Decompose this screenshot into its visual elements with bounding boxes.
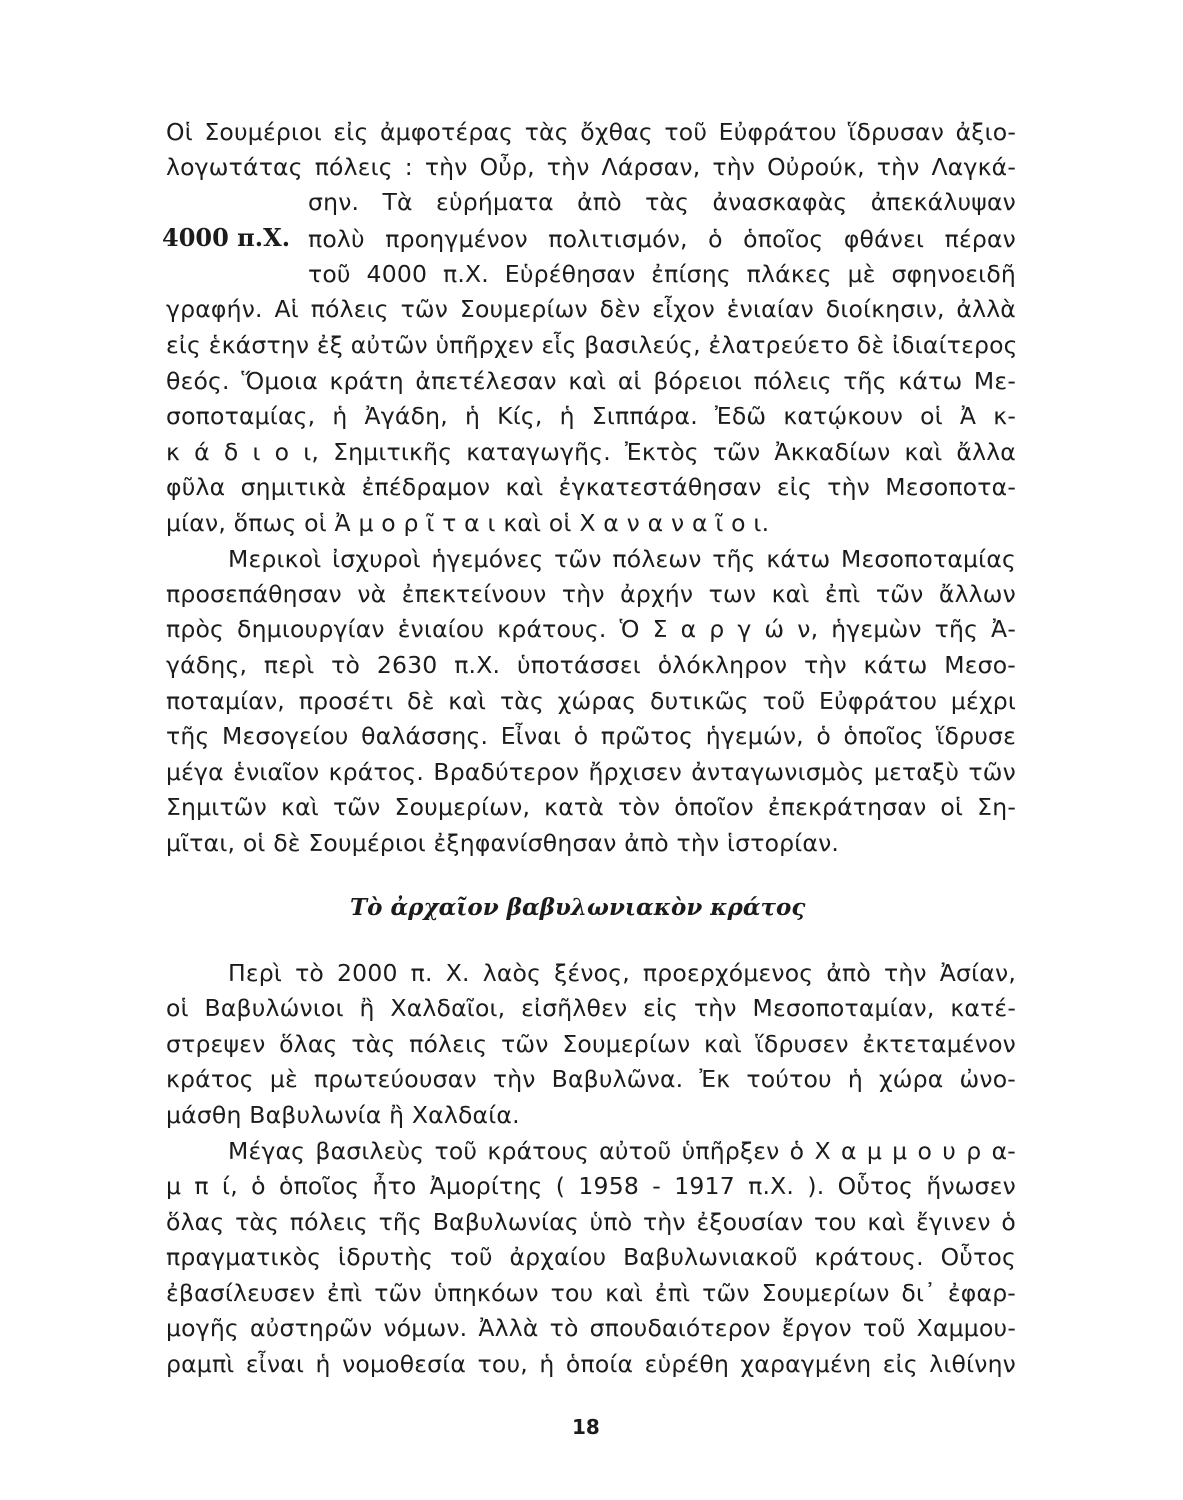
text-line: ραμπὶ εἶναι ἡ νομοθεσία του, ἡ ὁποία εὑρέθη χαραγμένη εἰς λιθίνην (166, 1350, 1016, 1378)
text-line: τοῦ 4000 π.Χ. Εὑρέθησαν ἐπίσης πλάκες μὲ σφηνοειδῆ (308, 260, 1016, 288)
text-line: Σημιτῶν καὶ τῶν Σουμερίων, κατὰ τὸν ὁποῖον ἐπεκράτησαν οἱ Ση- (166, 793, 1016, 821)
text-line: εἰς ἑκάστην ἐξ αὐτῶν ὑπῆρχεν εἷς βασιλεύς, ἐλατρεύετο δὲ ἰδιαίτερος (166, 331, 1018, 359)
text-line: κ ά δ ι ο ι, Σημιτικῆς καταγωγῆς. Ἐκτὸς τῶν Ἀκκαδίων καὶ ἄλλα (166, 438, 1016, 466)
text-line: Μερικοὶ ἰσχυροὶ ἡγεμόνες τῶν πόλεων τῆς κάτω Μεσοποταμίας (228, 545, 1016, 573)
text-line: Οἱ Σουμέριοι εἰς ἀμφοτέρας τὰς ὄχθας τοῦ Εὐφράτου ἵδρυσαν ἀξιο- (166, 118, 1016, 146)
text-line: μ π ί, ὁ ὁποῖος ἦτο Ἀμορίτης ( 1958 - 1917 π.Χ. ). Οὗτος ἥνωσεν (166, 1172, 1016, 1200)
text-line: Μέγας βασιλεὺς τοῦ κράτους αὐτοῦ ὑπῆρξεν ὁ Χ α μ μ ο υ ρ α- (228, 1137, 1016, 1165)
text-line: στρεψεν ὅλας τὰς πόλεις τῶν Σουμερίων καὶ ἵδρυσεν ἐκτεταμένον (166, 1030, 1016, 1058)
text-line: μίαν, ὅπως οἱ Ἀ μ ο ρ ῖ τ α ι καὶ οἱ Χ α ν α ν α ῖ ο ι. (166, 509, 770, 537)
text-line: πολὺ προηγμένον πολιτισμόν, ὁ ὁποῖος φθάνει πέραν (308, 225, 1016, 253)
text-line: Περὶ τὸ 2000 π. Χ. λαὸς ξένος, προερχόμενος ἀπὸ τὴν Ἀσίαν, (228, 959, 1016, 987)
text-line: φῦλα σημιτικὰ ἐπέδραμον καὶ ἐγκατεστάθησαν εἰς τὴν Μεσοποτα- (166, 473, 1016, 501)
text-line: μῖται, οἱ δὲ Σουμέριοι ἐξηφανίσθησαν ἀπὸ τὴν ἱστορίαν. (166, 829, 840, 857)
text-line: τῆς Μεσογείου θαλάσσης. Εἶναι ὁ πρῶτος ἡγεμών, ὁ ὁποῖος ἵδρυσε (166, 722, 1016, 750)
page-number: 18 (572, 1415, 600, 1439)
text-line: γάδης, περὶ τὸ 2630 π.Χ. ὑποτάσσει ὁλόκληρον τὴν κάτω Μεσο- (166, 651, 1016, 679)
text-line: κράτος μὲ πρωτεύουσαν τὴν Βαβυλῶνα. Ἐκ τούτου ἡ χώρα ὠνο- (166, 1065, 1016, 1093)
text-line: πρὸς δημιουργίαν ἑνιαίου κράτους. Ὁ Σ α ρ γ ώ ν, ἡγεμὼν τῆς Ἀ- (166, 615, 1016, 643)
section-heading: Τὸ ἀρχαῖον βαβυλωνιακὸν κράτος (350, 894, 806, 921)
margin-note: 4000 π.Χ. (162, 223, 291, 252)
text-line: σην. Τὰ εὑρήματα ἀπὸ τὰς ἀνασκαφὰς ἀπεκάλυψαν (308, 188, 1016, 216)
text-line: μέγα ἑνιαῖον κράτος. Βραδύτερον ἤρχισεν ἀνταγωνισμὸς μεταξὺ τῶν (166, 758, 1016, 786)
text-line: ὅλας τὰς πόλεις τῆς Βαβυλωνίας ὑπὸ τὴν ἐξουσίαν του καὶ ἔγινεν ὁ (166, 1208, 1016, 1236)
text-line: οἱ Βαβυλώνιοι ἢ Χαλδαῖοι, εἰσῆλθεν εἰς τὴν Μεσοποταμίαν, κατέ- (166, 994, 1016, 1022)
text-line: σοποταμίας, ἡ Ἀγάδη, ἡ Κίς, ἡ Σιππάρα. Ἐδῶ κατῴκουν οἱ Ἀ κ- (166, 402, 1016, 430)
text-line: πραγματικὸς ἱδρυτὴς τοῦ ἀρχαίου Βαβυλωνιακοῦ κράτους. Οὗτος (166, 1243, 1016, 1271)
text-line: γραφήν. Αἱ πόλεις τῶν Σουμερίων δὲν εἶχον ἑνιαίαν διοίκησιν, ἀλλὰ (166, 295, 1016, 323)
text-line: ποταμίαν, προσέτι δὲ καὶ τὰς χώρας δυτικῶς τοῦ Εὐφράτου μέχρι (166, 687, 1016, 715)
text-line: μογῆς αὐστηρῶν νόμων. Ἀλλὰ τὸ σπουδαιότερον ἔργον τοῦ Χαμμου- (166, 1314, 1016, 1342)
text-line: μάσθη Βαβυλωνία ἢ Χαλδαία. (166, 1101, 520, 1129)
text-line: λογωτάτας πόλεις : τὴν Οὖρ, τὴν Λάρσαν, τὴν Οὐρούκ, τὴν Λαγκά- (166, 153, 1016, 181)
text-line: προσεπάθησαν νὰ ἐπεκτείνουν τὴν ἀρχήν των καὶ ἐπὶ τῶν ἄλλων (166, 580, 1016, 608)
text-line: ἐβασίλευσεν ἐπὶ τῶν ὑπηκόων του καὶ ἐπὶ τῶν Σουμερίων δι᾽ ἐφαρ- (166, 1279, 1016, 1307)
text-line: θεός. Ὅμοια κράτη ἀπετέλεσαν καὶ αἱ βόρειοι πόλεις τῆς κάτω Με- (166, 367, 1016, 395)
